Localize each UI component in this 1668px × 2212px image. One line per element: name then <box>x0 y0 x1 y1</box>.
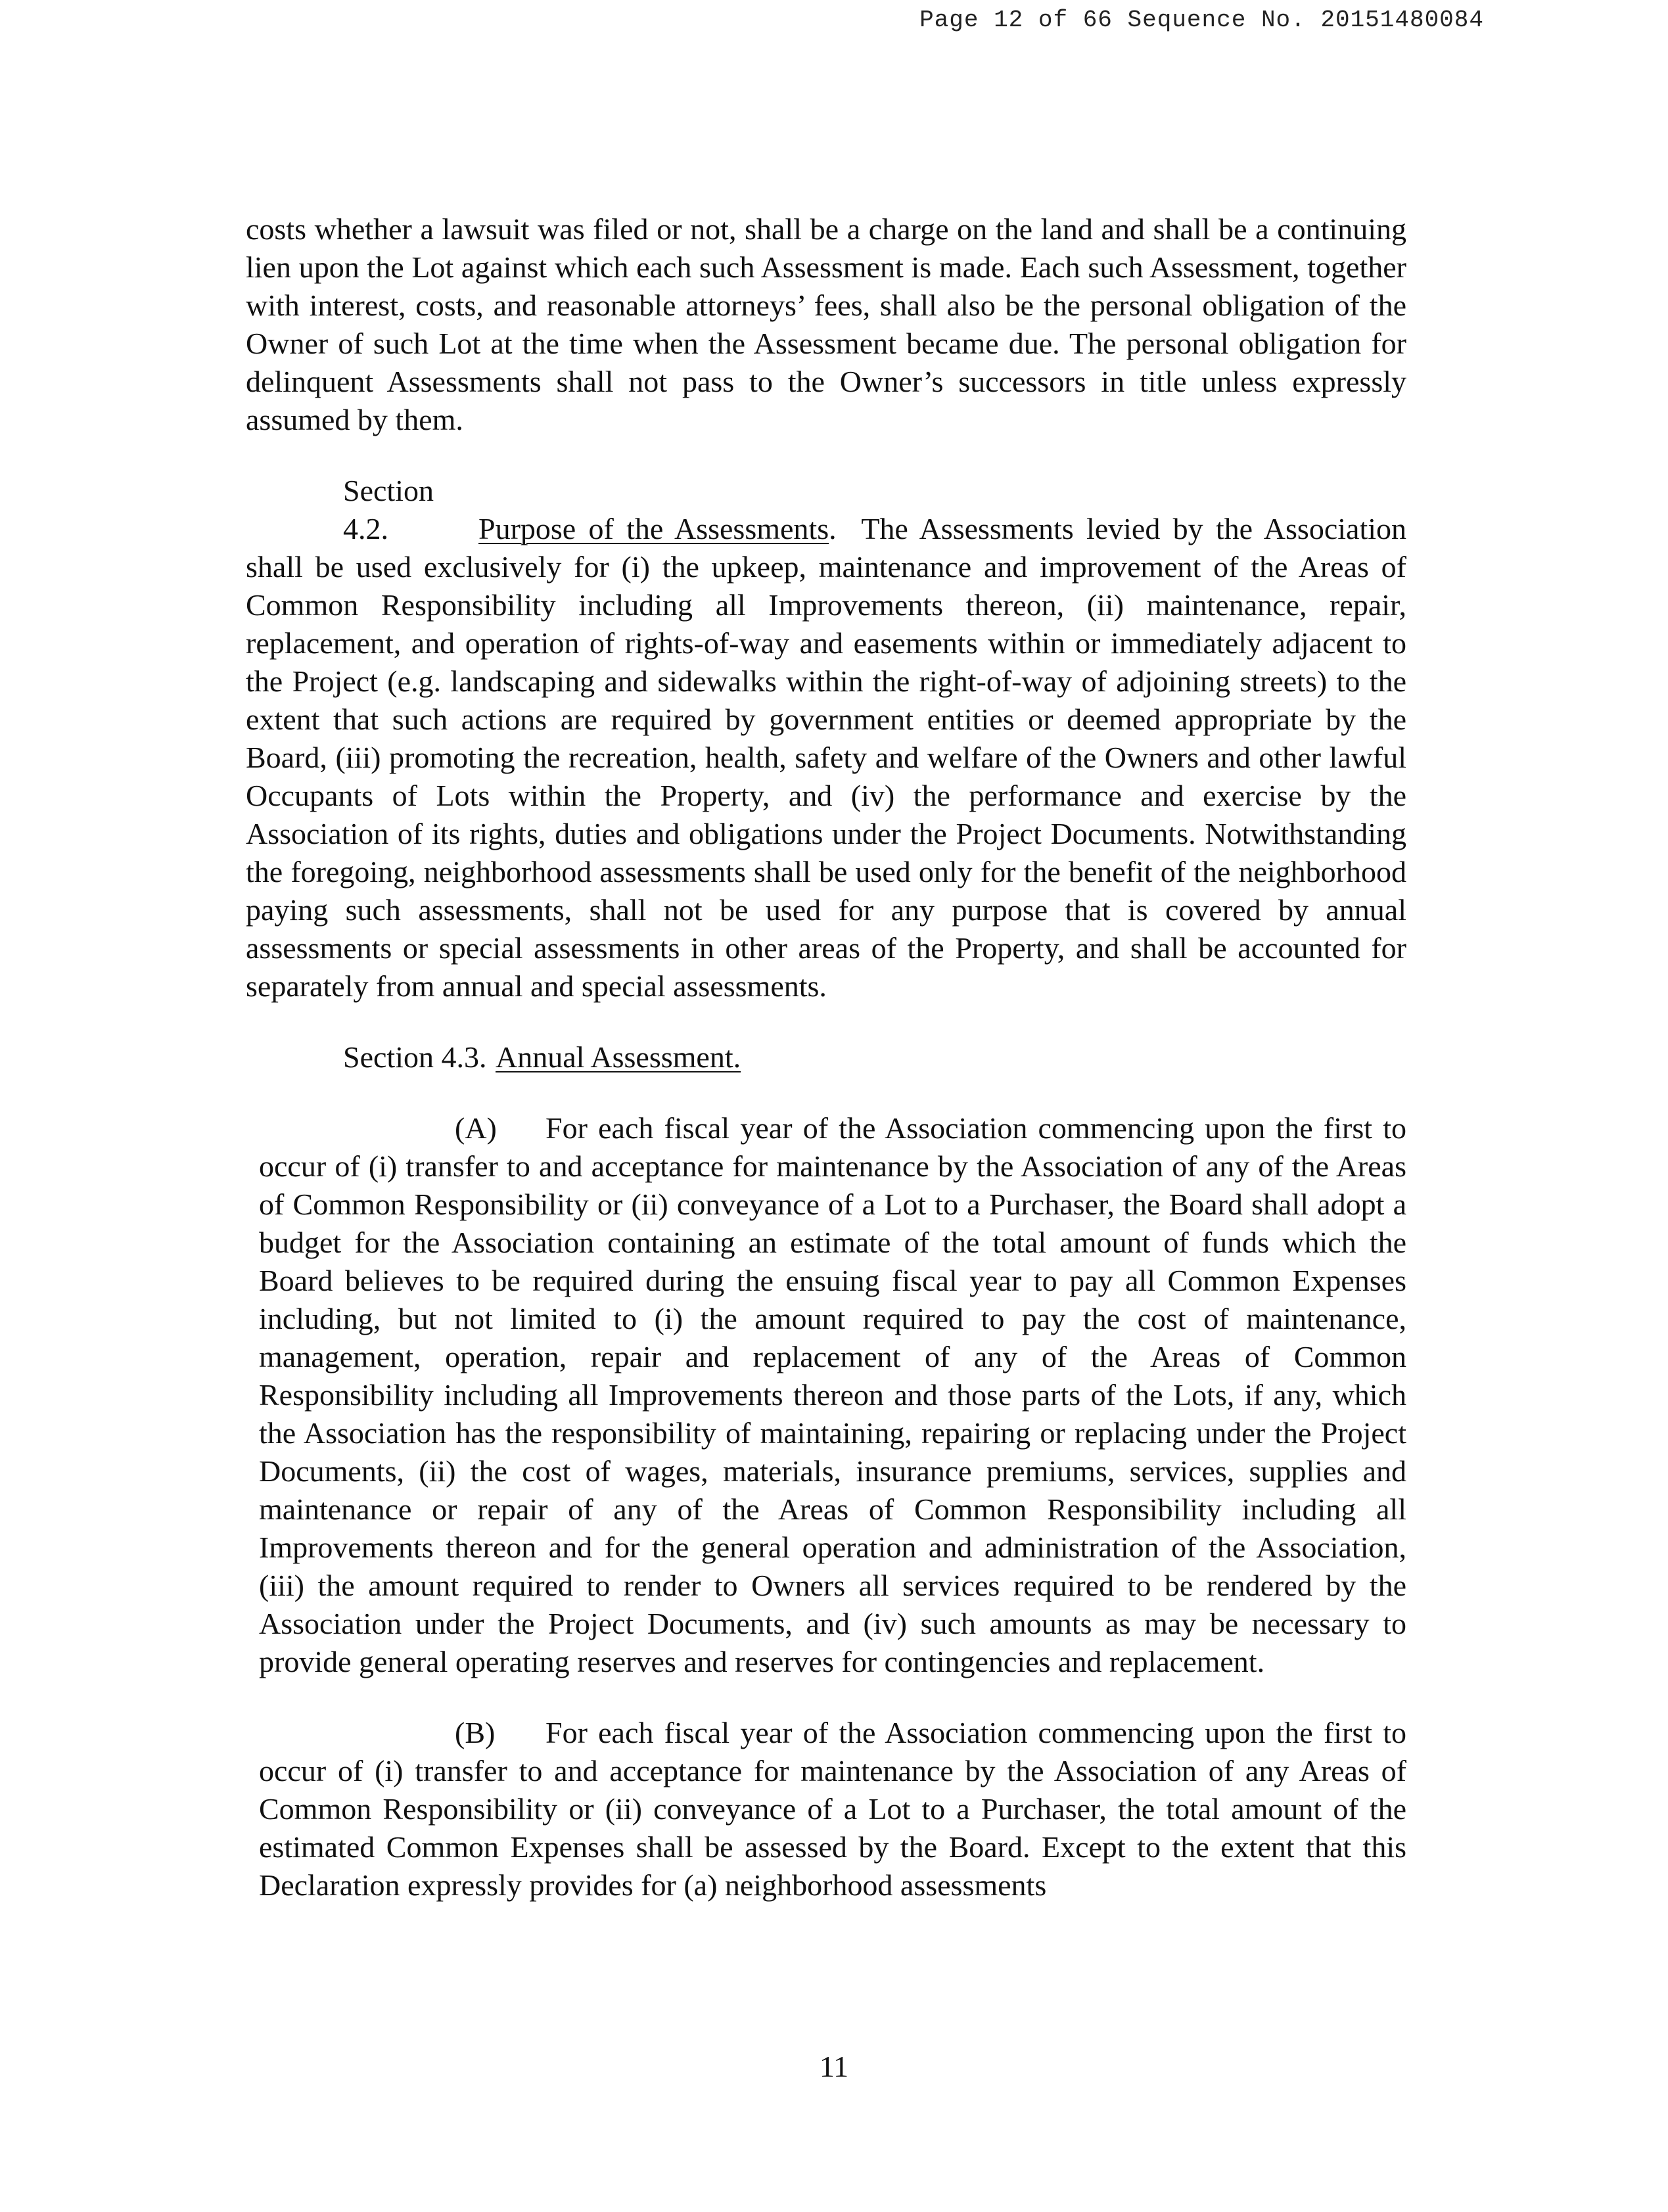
page-number: 11 <box>819 2050 849 2083</box>
section-4-3-heading <box>246 1038 1406 1076</box>
subsection-a-paragraph <box>259 1109 1406 1681</box>
subsection-a-label: (A) <box>455 1111 497 1145</box>
page-sequence-stamp: Page 12 of 66 Sequence No. 20151480084 <box>919 7 1484 34</box>
intro-paragraph: costs whether a lawsuit was filed or not, shall be a charge on the land and shall be a continuing lien upon the Lot against which each such Assessment is made. Each such Assessment, together with interest, costs, and reasonable attorneys’ fees, shall also be the personal obligation of the Owner of such Lot at the time when the Assessment became due. The personal obligation for delinquent Assessments shall not pass to the Owner’s successors in title unless expressly assumed by them. <box>246 212 1406 436</box>
section-4-2-title: Purpose of the Assessments <box>478 512 829 545</box>
section-4-2-text: The Assessments levied by the Association shall be used exclusively for (i) the upkeep, maintenance and improvement of the Areas of Common Responsibility including all Improvements thereon, (ii) maintenance, repair, replacement, and operation of rights-of-way and easements within or immediately adjacent to the Project (e.g. landscaping and sidewalks within the right-of-way of adjoining streets) to the extent that such actions are required by government entities or deemed appropriate by the Board, (iii) promoting the recreation, health, safety and welfare of the Owners and other lawful Occupants of Lots within the Property, and (iv) the performance and exercise by the Association of its rights, duties and obligations under the Project Documents. Notwithstanding the foregoing, neighborhood assessments shall be used only for the benefit of the neighborhood paying such assessments, shall not be used for any purpose that is covered by annual assessments or special assessments in other areas of the Property, and shall be accounted for separately from annual and special assessments. <box>246 512 1406 1003</box>
document-body <box>246 210 1406 1937</box>
subsection-a-text: For each fiscal year of the Association commencing upon the first to occur of (i) transfer to and acceptance for maintenance by the Association of any of the Areas of Common Responsibility or (ii) conveyance of a Lot to a Purchaser, the Board shall adopt a budget for the Association containing an estimate of the total amount of funds which the Board believes to be required during the ensuing fiscal year to pay all Common Expenses including, but not limited to (i) the amount required to pay the cost of maintenance, management, operation, repair and replacement of any of the Areas of Common Responsibility including all Improvements thereon and those parts of the Lots, if any, which the Association has the responsibility of maintaining, repairing or replacing under the Project Documents, (ii) the cost of wages, materials, insurance premiums, services, supplies and maintenance or repair of any of the Areas of Common Responsibility including all Improvements thereon and for the general operation and administration of the Association, (iii) the amount required to render to Owners all services required to be rendered by the Association under the Project Documents, and (iv) such amounts as may be necessary to provide general operating reserves and reserves for contingencies and replacement. <box>259 1111 1406 1678</box>
section-4-2-title-punct: . <box>829 512 837 545</box>
subsection-b-text: For each fiscal year of the Association commencing upon the first to occur of (i) transfer to and acceptance for maintenance by the Association of any Areas of Common Responsibility or (ii) conveyance of a Lot to a Purchaser, the total amount of the estimated Common Expenses shall be assessed by the Board. Except to the extent that this Declaration expressly provides for (a) neighborhood assessments <box>259 1716 1406 1902</box>
section-4-2-paragraph <box>246 472 1406 1005</box>
section-4-3-title: Annual Assessment. <box>496 1040 741 1074</box>
section-4-3-subsections <box>259 1109 1406 1904</box>
section-4-3-number: Section 4.3. <box>343 1040 487 1074</box>
section-4-2-number: Section 4.2. <box>343 474 434 545</box>
subsection-b-paragraph <box>259 1714 1406 1904</box>
subsection-b-label: (B) <box>455 1716 496 1749</box>
